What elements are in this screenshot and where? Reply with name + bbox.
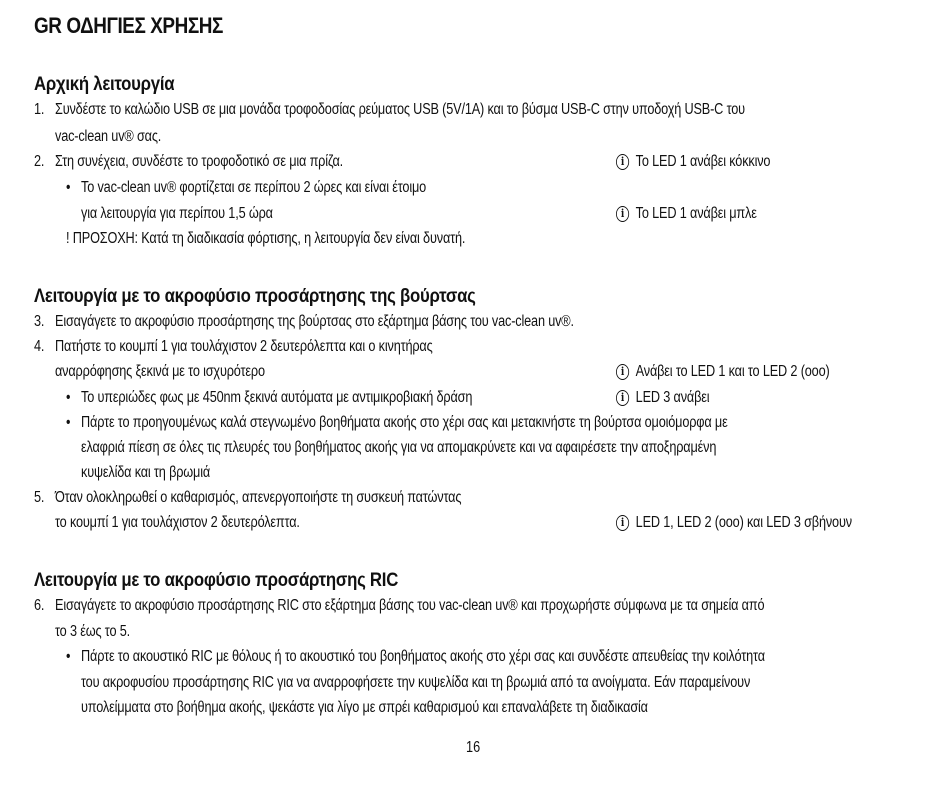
ric-instruction-line-2: του ακροφυσίου προσάρτησης RIC για να αναρροφήσετε την κυψελίδα και τη βρωμιά από τα ανοίγματα. Εάν παραμείνουν — [81, 674, 751, 691]
step-1-text-line-1: Συνδέστε το καλώδιο USB σε μια μονάδα τροφοδοσίας ρεύματος USB (5V/1A) και το βύσμα USB-C στην υποδοχή USB-C του — [55, 101, 745, 118]
ric-instruction-line-1: Πάρτε το ακουστικό RIC με θόλους ή το ακουστικό του βοηθήματος ακοής στο χέρι σας και συνδέστε απευθείας την κοιλότητα — [81, 648, 765, 665]
page-title: GR ΟΔΗΓΙΕΣ ΧΡΗΣΗΣ — [34, 13, 223, 38]
charging-led-note — [616, 205, 757, 223]
section-heading-basic-operation: Αρχική λειτουργία — [34, 73, 175, 95]
charging-note-line-2: για λειτουργία για περίπου 1,5 ώρα — [81, 205, 273, 222]
uv-led-note — [616, 389, 709, 407]
page-number: 16 — [466, 739, 481, 756]
step-2-number: 2. — [34, 153, 45, 170]
brush-instruction-line-1: Πάρτε το προηγουμένως καλά στεγνωμένο βοηθήματα ακοής στο χέρι σας και μετακινήστε τη βούρτσα ομοιόμορφα με — [81, 414, 728, 431]
step-5-text-line-2: το κουμπί 1 για τουλάχιστον 2 δευτερόλεπτα. — [55, 514, 300, 531]
step-5-text-line-1: Όταν ολοκληρωθεί ο καθαρισμός, απενεργοποιήστε τη συσκευή πατώντας — [55, 489, 462, 506]
step-2-text: Στη συνέχεια, συνδέστε το τροφοδοτικό σε μια πρίζα. — [55, 153, 344, 170]
charging-note-line-1: Το vac-clean uv® φορτίζεται σε περίπου 2 ώρες και είναι έτοιμο — [81, 179, 427, 196]
step-5-number: 5. — [34, 489, 45, 506]
step-3-number: 3. — [34, 313, 45, 330]
step-6-number: 6. — [34, 597, 45, 614]
bullet: • — [66, 414, 71, 431]
step-6-text-line-1: Εισαγάγετε το ακροφύσιο προσάρτησης RIC στο εξάρτημα βάσης του vac-clean uv® και προχωρήστε σύμφωνα με τα σημεία από — [55, 597, 765, 614]
led-note-text: Το LED 1 ανάβει κόκκινο — [635, 153, 771, 170]
step-4-number: 4. — [34, 338, 45, 355]
step-2-led-note — [616, 153, 770, 171]
section-heading-ric-nozzle: Λειτουργία με το ακροφύσιο προσάρτησης RIC — [34, 569, 399, 591]
info-circle-icon: i — [616, 515, 629, 531]
info-circle-icon: i — [616, 206, 629, 222]
step-3-text: Εισαγάγετε το ακροφύσιο προσάρτησης της βούρτσας στο εξάρτημα βάσης του vac-clean uv®. — [55, 313, 574, 330]
info-circle-icon: i — [616, 390, 629, 406]
ric-instruction-line-3: υπολείμματα στο βοήθημα ακοής, ψεκάστε για λίγο με σπρέι καθαρισμού και επαναλάβετε τη διαδικασία — [81, 699, 648, 716]
step-1 — [34, 101, 44, 119]
led-note-text: Το LED 1 ανάβει μπλε — [635, 205, 757, 222]
info-circle-icon: i — [616, 154, 629, 170]
step-number: 1. — [34, 101, 45, 118]
led-note-text: LED 3 ανάβει — [635, 389, 710, 406]
brush-instruction-line-2: ελαφριά πίεση σε όλες τις πλευρές του βοηθήματος ακοής για να απομακρύνετε και να αφαιρέσετε την αποξηραμένη — [81, 439, 717, 456]
bullet: • — [66, 648, 71, 665]
uv-light-note: Το υπεριώδες φως με 450nm ξεκινά αυτόματα με αντιμικροβιακή δράση — [81, 389, 473, 406]
info-circle-icon: i — [616, 364, 629, 380]
brush-instruction-line-3: κυψελίδα και τη βρωμιά — [81, 464, 211, 481]
led-note-text: Ανάβει το LED 1 και το LED 2 (οοο) — [635, 363, 830, 380]
led-note-text: LED 1, LED 2 (οοο) και LED 3 σβήνουν — [635, 514, 852, 531]
bullet: • — [66, 179, 71, 196]
step-6-text-line-2: το 3 έως το 5. — [55, 623, 131, 640]
charging-warning: ! ΠΡΟΣΟΧΗ: Κατά τη διαδικασία φόρτισης, η λειτουργία δεν είναι δυνατή. — [66, 230, 466, 247]
step-4-led-note — [616, 363, 830, 381]
step-1-text-line-2: vac-clean uv® σας. — [55, 128, 162, 145]
step-5-led-note — [616, 514, 852, 532]
step-4-text-line-2: αναρρόφησης ξεκινά με το ισχυρότερο — [55, 363, 265, 380]
section-heading-brush-nozzle: Λειτουργία με το ακροφύσιο προσάρτησης της βούρτσας — [34, 285, 476, 307]
bullet: • — [66, 389, 71, 406]
step-4-text-line-1: Πατήστε το κουμπί 1 για τουλάχιστον 2 δευτερόλεπτα και ο κινητήρας — [55, 338, 433, 355]
